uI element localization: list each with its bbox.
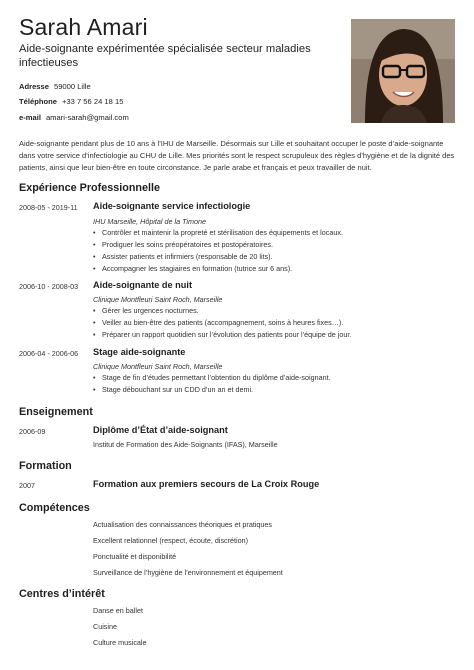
experience-1-title: Aide-soignante service infectiologie <box>93 201 251 211</box>
experience-3-employer: Clinique Montfleuri Saint Roch, Marseille <box>93 362 223 371</box>
experience-3-title: Stage aide-soignante <box>93 347 186 357</box>
contact-phone-label: Téléphone <box>19 97 57 106</box>
list-item: • Contrôler et maintenir la propreté et stérilisation des équipements et locaux. <box>93 227 343 239</box>
portrait-illustration <box>351 19 455 123</box>
contact-phone-value: +33 7 56 24 18 15 <box>61 97 124 106</box>
interest-item: Cuisine <box>93 622 117 631</box>
profile-summary: Aide-soignante pendant plus de 10 ans à l’IHU de Marseille. Désormais sur Lille et souhaitant occuper le poste d’aide-soignante dans votre service d’infectiologie au CHU de Lille. Mes priorités sont le respect scrupuleux des règles d’hygiène et de la dignité des patients, ainsi que leur bien-être en toute circonstance. Je parle arabe et français et peux travailler de nuit. <box>19 139 455 172</box>
list-item: • Prodiguer les soins préopératoires et postopératoires. <box>93 239 343 251</box>
training-name: Formation aux premiers secours de La Croix Rouge <box>93 479 320 489</box>
list-item: • Stage de fin d’études permettant l’obtention du diplôme d’aide-soignant. <box>93 372 331 384</box>
experience-2-employer: Clinique Montfleuri Saint Roch, Marseille <box>93 295 223 304</box>
profile-photo <box>351 19 455 123</box>
experience-1-employer: IHU Marseille, Hôpital de la Timone <box>93 217 206 226</box>
education-date: 2006-09 <box>19 427 46 436</box>
section-training-title: Formation <box>19 460 72 472</box>
contact-email-label: e-mail <box>19 113 41 122</box>
contact-address <box>19 82 91 91</box>
section-education-title: Enseignement <box>19 406 93 418</box>
education-school: Institut de Formation des Aide-Soignants (IFAS), Marseille <box>93 440 278 449</box>
experience-3-dates: 2006-04 - 2006-06 <box>19 349 79 358</box>
section-interests-title: Centres d’intérêt <box>19 588 105 600</box>
skill-item: Surveillance de l’hygiène de l’environnement et équipement <box>93 568 283 577</box>
experience-3-tasks <box>93 372 331 396</box>
contact-address-label: Adresse <box>19 82 49 91</box>
contact-email <box>19 113 129 122</box>
list-item: • Veiller au bien-être des patients (accompagnement, soins à heures fixes…). <box>93 317 351 329</box>
experience-2-title: Aide-soignante de nuit <box>93 280 193 290</box>
education-degree: Diplôme d’État d’aide-soignant <box>93 425 228 435</box>
list-item: • Stage débouchant sur un CDD d’un an et demi. <box>93 384 331 396</box>
interest-item: Culture musicale <box>93 638 147 647</box>
skill-item: Actualisation des connaissances théoriques et pratiques <box>93 520 272 529</box>
list-item: • Accompagner les stagiaires en formation (tutrice sur 6 ans). <box>93 263 343 275</box>
list-item: • Gérer les urgences nocturnes. <box>93 305 351 317</box>
experience-2-dates: 2006-10 - 2008-03 <box>19 282 79 291</box>
interest-item: Danse en ballet <box>93 606 143 615</box>
experience-1-dates: 2008-05 - 2019-11 <box>19 203 78 212</box>
contact-email-value: amari-sarah@gmail.com <box>45 113 129 122</box>
contact-phone <box>19 97 123 106</box>
section-skills-title: Compétences <box>19 502 90 514</box>
experience-1-tasks <box>93 227 343 275</box>
training-date: 2007 <box>19 481 35 490</box>
contact-address-value: 59000 Lille <box>53 82 91 91</box>
candidate-name: Sarah Amari <box>19 14 148 40</box>
candidate-title: Aide-soignante expérimentée spécialisée secteur maladies infectieuses <box>19 43 311 69</box>
list-item: • Assister patients et infirmiers (responsable de 20 lits). <box>93 251 343 263</box>
experience-2-tasks <box>93 305 351 341</box>
skill-item: Excellent relationnel (respect, écoute, discrétion) <box>93 536 249 545</box>
section-experience-title: Expérience Professionnelle <box>19 182 161 194</box>
skill-item: Ponctualité et disponibilité <box>93 552 177 561</box>
list-item: • Préparer un rapport quotidien sur l’évolution des patients pour l’équipe de jour. <box>93 329 351 341</box>
